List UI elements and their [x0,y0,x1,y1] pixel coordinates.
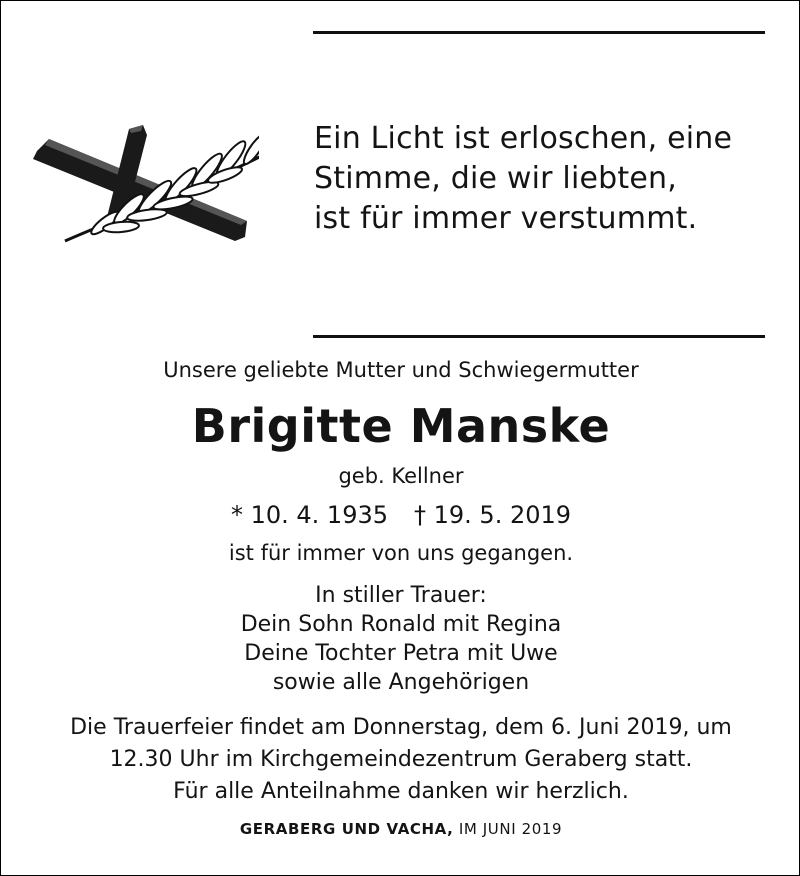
middle-divider [313,335,765,338]
service-line: 12.30 Uhr im Kirchgemeindezentrum Geraberg statt. [109,747,693,772]
mourner-line: Deine Tochter Petra mit Uwe [244,641,558,666]
life-dates [1,499,800,531]
mourner-line: sowie alle Angehörigen [272,670,530,695]
verse [314,119,732,239]
mourners-heading: In stiller Trauer: [315,583,487,608]
top-divider [313,31,765,34]
verse-line: Ein Licht ist erloschen, eine [314,121,733,156]
signature-date: IM JUNI 2019 [458,820,563,838]
service-line: Die Trauerfeier findet am Donnerstag, dem 6. Juni 2019, um [70,715,732,740]
signature-line [1,817,800,841]
verse-line: ist für immer verstummt. [314,201,698,236]
verse-line: Stimme, die wir liebten, [314,161,677,196]
service-info [1,712,800,808]
signature-places: GERABERG UND VACHA, [239,820,454,838]
maiden-name: geb. Kellner [338,464,464,488]
death-date: † 19. 5. 2019 [414,501,572,529]
passed-line: ist für immer von uns gegangen. [228,541,574,565]
mourners-block [1,581,800,697]
cross-with-palm-branch-icon [29,119,259,249]
thanks-line: Für alle Anteilnahme danken wir herzlich. [173,779,629,804]
deceased-name: Brigitte Manske [191,399,611,453]
intro-line: Unsere geliebte Mutter und Schwiegermutter [163,358,639,382]
birth-date: * 10. 4. 1935 [230,501,388,529]
mourner-line: Dein Sohn Ronald mit Regina [240,612,562,637]
